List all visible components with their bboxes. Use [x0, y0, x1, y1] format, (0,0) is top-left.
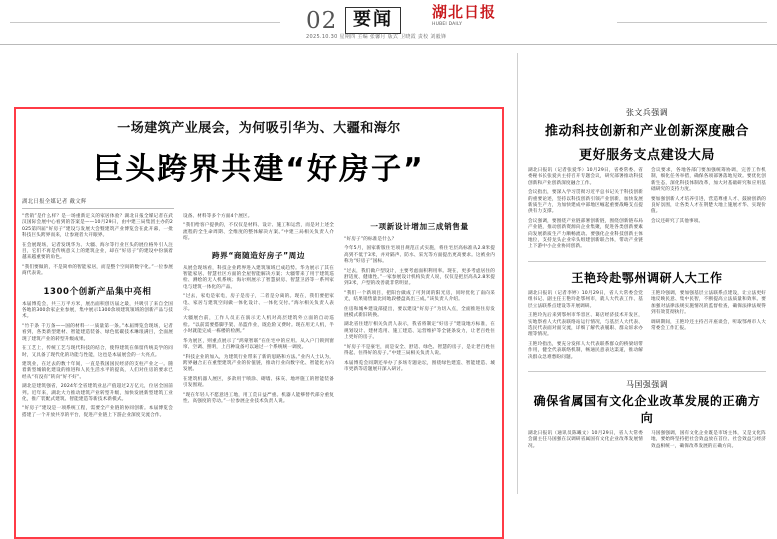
paragraph: 设备、材料等多个方面4个展区。	[183, 214, 253, 219]
feature-column-3	[344, 214, 495, 422]
paragraph: 会议还研究了其他事项。	[651, 218, 704, 224]
story-1-columns	[528, 168, 766, 254]
story-1-title-line2: 更好服务支点建设大局	[578, 148, 715, 163]
story-3-column-1	[528, 431, 643, 453]
paragraph: 今年5月，国家新版住宅项目规范正式实施，将住宅层高标准从2.8米提高到不低于3米，并对隔声、防水、采光等方面提出更高要求。这被业内称为“好房子”国标。	[344, 246, 495, 265]
masthead-rule-right	[617, 22, 767, 23]
paragraph: “我们一个新项目，把阳台做成了可封闭的阳光房，同时优化了南向采光，结果销售量比同地段楼盘高出三成。”该负责人介绍。	[344, 290, 495, 303]
body-area	[0, 45, 777, 500]
feature-shoulder: 一场建筑产业展会，为何吸引华为、大疆和海尔	[117, 121, 401, 136]
nameplate-subtitle: HUBEI DAILY	[432, 22, 463, 27]
paragraph: 会议强调，要围绕产业链部署创新链，围绕创新链布局产业链，推动创新资源向企业集聚，促进各类创新要素向发展新质生产力顺畅流动。要强化企业科技创新主体地位，支持龙头企业牵头组建创新联合体，带动产业链上下游中小企业协同创新。	[528, 218, 643, 250]
date-text: 2025.10.30 星期四	[306, 34, 356, 40]
paragraph: 会议要求，各地各部门要加强统筹协调，完善工作机制，细化任务举措，确保各项部署落地见效。要优化创新生态，深化科技体制改革，加大对基础研究和应用基础研究的支持力度。	[651, 168, 766, 193]
feature-subhead-1: 1300个创新产品集中亮相	[43, 286, 152, 297]
paragraph: “好房子不是豪宅，而是安全、舒适、绿色、智慧的房子，是让老百姓住得起、住得好的房子。”中建三局相关负责人说。	[344, 344, 495, 357]
paragraph: 湖北日报讯（记者李婷）10月29日，省人大常委会党组书记、副主任王艳玲赴鄂州市，就人大代表工作、基层立法联系点建设等开展调研。	[528, 290, 643, 309]
story-1-column-2	[651, 168, 766, 254]
section-label: 要闻	[345, 7, 401, 34]
feature-column-2	[183, 214, 334, 422]
feature-column-1	[22, 214, 173, 422]
story-2-title: 王艳玲赴鄂州调研人大工作	[571, 270, 723, 285]
paragraph: 从展会现场看，科技企业跨界进入建筑领域已成趋势。华为展示了其在智能家居、智慧社区方面的全屋智能解决方案；大疆带来了用于建筑巡检、测绘的无人机系统；海尔则展示了智慧厨房、智慧卫浴等一系列家电与建筑一体化的产品。	[183, 265, 334, 290]
feature-headline: 巨头跨界共建“好房子”	[93, 152, 425, 187]
story-3-columns	[528, 431, 766, 453]
story-divider-2	[528, 371, 766, 372]
page-number: 02	[306, 8, 338, 34]
paragraph: 会议指出，要深入学习贯彻习近平总书记关于科技创新的重要论述，坚持以科技创新引领产业创新，加快发展新质生产力，为加快建成中部地区崛起重要战略支点提供有力支撑。	[528, 190, 643, 215]
paragraph: 马国强强调，国有文化企业既是市场主体，又是文化阵地，要始终坚持把社会效益放在首位、社会效益与经济效益相统一，确保改革发展的正确方向。	[651, 430, 766, 449]
feature-columns	[22, 214, 496, 422]
story-2-columns	[528, 291, 766, 364]
paragraph: “我们要做的，不是简单的智能家居，而是整个空间的数字化。”一位参展商代表说。	[22, 264, 173, 277]
date-line	[306, 33, 446, 40]
paragraph: 住房和城乡建设部提出，要以建设“好房子”为切入点，全面推进住房发展模式新旧转换。	[344, 306, 495, 319]
paragraph: 王艳玲先后来到鄂州市华容区、葛店经济技术开发区，实地察看人大代表联络站运行情况，与基层人大代表、选民代表面对面交流，详细了解代表履职、群众诉求办理等情况。	[528, 313, 643, 338]
paragraph: “营销”是什么样？是一场重新定义的家居体验？湖北日报全媒记者在武汉国际会展中心看到的答案是——10月29日，由中建三局集团主办的2025第四届“好房子”建设与发展大会暨建筑产业博览会在此开幕，一批科技巨头跨界而来，让参观者大开眼界。	[22, 214, 173, 239]
story-3-column-2	[651, 431, 766, 453]
paragraph: 湖北省住建厅相关负责人表示，我省将制定“好房子”建设地方标准，在规划设计、建材选用、施工建造、运营维护等全链条发力，让老百姓住上更好的房子。	[344, 322, 495, 341]
paragraph: 在会展现场，记者发现华为、大疆、海尔等行业巨头的展位格外引人注目，它们不再是传统意义上的建筑企业，却在“好房子”的建设中扮演着越来越重要的角色。	[22, 242, 173, 261]
story-2	[528, 269, 766, 364]
nameplate-title: 湖北日报	[432, 3, 497, 21]
paragraph: 大疆展台前，工作人员正在演示无人机对高层建筑外立面的自动巡检。“以前需要搭脚手架、吊篮作业，既危险又费时。现在用无人机，半小时就能完成一栋楼的检测。”	[183, 316, 334, 335]
paragraph: 华为展区，则重点展示了“鸿蒙智联”在住宅中的应用。从入户门锁到窗帘、空调、照明，上百种设备可以通过一个系统统一调度。	[183, 338, 334, 351]
paragraph: “科技企业的加入，为建筑行业带来了新的思路和方法。”业内人士认为，跨界融合正在重塑建筑产业的价值链，推动行业向数字化、智能化方向发展。	[183, 354, 334, 373]
imprint-text: 主编 张馨月 版式 卫晓霞 责校 刘毅锋	[357, 34, 447, 40]
paragraph: “过去，我们做户型设计，主要考虑面积利用率。现在，更多考虑居住的舒适度、健康性。”一家参展设计机构负责人说，仅仅是把层高从2.8米提到3米，户型的改善就非常明显。	[344, 268, 495, 287]
right-column	[528, 107, 766, 455]
paragraph: “好房子”的标准是什么？	[344, 237, 397, 242]
column-divider	[517, 53, 518, 494]
story-2-column-1	[528, 291, 643, 364]
story-1-column-1	[528, 168, 643, 254]
paragraph: 调研期间，王艳玲还主持召开座谈会，听取鄂州市人大常委会工作汇报。	[651, 319, 766, 331]
story-3-kicker: 马国强强调	[626, 379, 668, 389]
feature-subhead-3: 一项新设计增加三成销售量	[370, 222, 469, 231]
paragraph: 湖北日报讯（通讯员陈曦文）10月29日，省人大常委会副主任马国强在汉调研省属国有文化企业改革发展情况。	[528, 430, 643, 449]
feature-byline: 湖北日报全媒记者 戴文辉	[22, 199, 87, 205]
nameplate	[432, 2, 520, 27]
paragraph: “我们给客户提供的，不仅仅是材料、设计、施工和运营，而是对上述全流程的全生命周期、全维度的整体解决方案。”中建三局相关负责人介绍。	[183, 223, 334, 242]
story-1-title: 推动科技创新和产业创新深度融合	[544, 124, 749, 139]
paragraph: “竹千条 千万条——国的材料一一质量第一条。”本届博览会现场，记者看到，各类新型建材、智能建造装备、绿色低碳技术琳琅满目，全面展现了建筑产业的转型升级成果。	[22, 323, 173, 342]
paragraph: 要加强创新人才培养引进，营造尊重人才、鼓励创新的良好氛围，让各类人才在荆楚大地上施展才华、实现价值。	[651, 196, 766, 215]
story-divider-1	[528, 261, 766, 262]
feature-article	[22, 117, 496, 422]
story-1-kicker: 张文兵强调	[626, 108, 668, 117]
paragraph: 在工艺上，传统工艺与现代科技的结合，使得建筑在保留传统美学的同时，又具备了现代化的功能与性能，这也是本届展会的一大亮点。	[22, 346, 173, 358]
paragraph: 建筑业，在过去的数十年间，一直是我国国民经济的支柱产业之一。随着新型城镇化建设的推进和人民生活水平的提高，人们对住房的要求已经从“有没有”转向“好不好”。	[22, 361, 173, 380]
story-2-column-2	[651, 291, 766, 364]
feature-rule	[22, 208, 174, 209]
story-1	[528, 107, 766, 254]
paragraph: 本届博览会，共三万平方米，展出面积创历届之最，共吸引了来自全国各地的300余家企业参展，集中展示1300余项建筑领域的创新产品与技术。	[22, 301, 173, 320]
story-3-title: 确保省属国有文化企业改革发展的正确方向	[533, 393, 761, 425]
paragraph: 湖北是建筑强省，2024年全省建筑业总产值超过2万亿元，位居全国前列。近年来，湖北大力推动建筑产业转型升级，加快发展新型建筑工业化，推广装配式建筑、智能建造等新技术新模式。	[22, 384, 173, 402]
story-3	[528, 379, 766, 453]
paragraph: “现在年轻人不愿意进工地，用工荒日益严重。机器人能够替代部分重复性、高强度的劳动。”一位参展企业技术负责人说。	[183, 392, 334, 404]
paragraph: 王艳玲强调，要加强基层立法联系点建设，让立法更好地反映民意、集中民智，不断提高立法质量和效率。要加强对法律法规实施情况的监督检查，确保法律法规得到有效贯彻执行。	[651, 290, 766, 316]
paragraph: “过去，家电是家电，房子是房子，二者是分离的。现在，我们要把家电、家居与建筑空间做一体化设计、一体化交付。”海尔相关负责人表示。	[183, 294, 334, 313]
paragraph: 在建筑机器人展区，多款用于喷涂、砌墙、抹灰、地坪施工的智能装备引发围观。	[183, 376, 334, 389]
masthead	[0, 0, 777, 45]
paragraph: 湖北日报讯（记者张爱华）10月29日，省委常委、省委秘书长张爱兵主持召开专题会议，研究部署推动科技创新和产业创新深度融合工作。	[528, 168, 643, 186]
paragraph: “好房子”建设是一项系统工程，需要全产业链的协同创新。本届博览会搭建了一个开放共享的平台，促进产业链上下游企业深度交流合作。	[22, 406, 173, 418]
feature-subhead-2: 跨界“商随造好房子”周边	[211, 250, 306, 260]
paragraph: 本届博览会同期还举办了多场专题论坛，围绕绿色建造、智能建造、城市更新等话题展开深入研讨。	[344, 360, 495, 372]
masthead-rule-left	[10, 22, 280, 23]
paragraph: 王艳玲指出，要充分发挥人大代表联系群众的桥梁纽带作用，健全代表联络机制，畅通民意表达渠道，推动解决群众急难愁盼问题。	[528, 341, 643, 360]
